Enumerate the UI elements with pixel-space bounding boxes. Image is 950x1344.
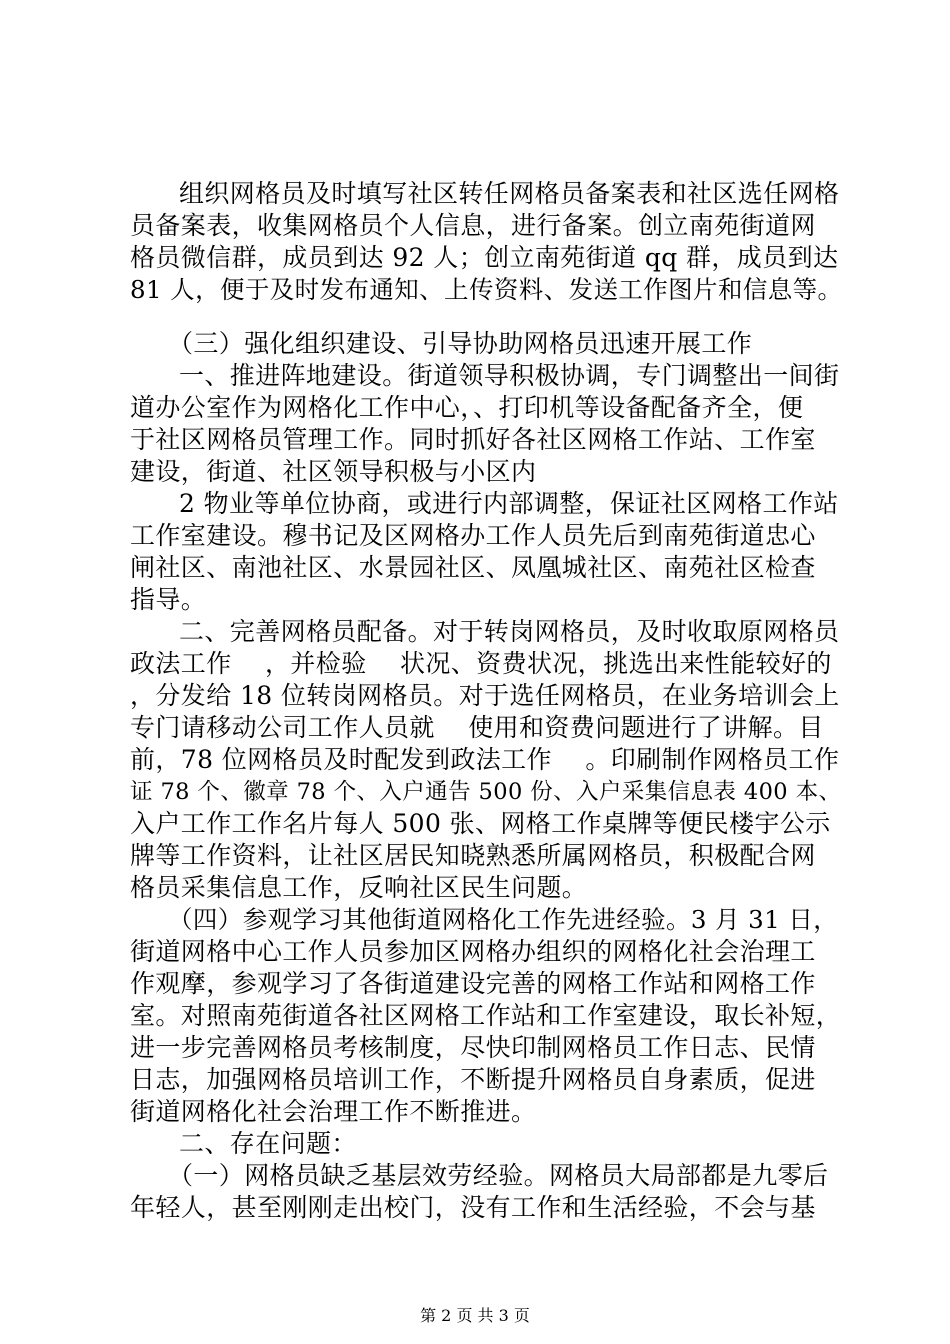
text-line: 入户工作工作名片每人 500 张、网格工作桌牌等便民楼宇公示 xyxy=(130,809,831,838)
text-line: 日志，加强网格员培训工作，不断提升网格员自身素质，促进 xyxy=(130,1065,816,1094)
text-line: 工作室建设。穆书记及区网格办工作人员先后到南苑街道忠心 xyxy=(130,521,816,550)
text-line: 街道网格化社会治理工作不断推进。 xyxy=(130,1097,537,1126)
text-line: 建设，街道、社区领导积极与小区内 xyxy=(130,457,537,486)
text-line: 室。对照南苑街道各社区网格工作站和工作室建设，取长补短， xyxy=(130,1001,842,1030)
text-line: 道办公室作为网格化工作中心，、打印机等设备配备齐全，便 xyxy=(130,393,804,422)
text-line: 街道网格中心工作人员参加区网格办组织的网格化社会治理工 xyxy=(130,937,816,966)
text-line: 指导。 xyxy=(130,585,207,614)
text-line: 前，78 位网格员及时配发到政法工作 。印刷制作网格员工作 xyxy=(130,745,840,774)
text-line: （一）网格员缺乏基层效劳经验。网格员大局部都是九零后 xyxy=(168,1161,829,1190)
text-line: ，分发给 18 位转岗网格员。对于选任网格员，在业务培训会上 xyxy=(130,681,840,710)
text-line: 政法工作 ，并检验 状况、资费状况，挑选出来性能较好的 xyxy=(130,649,832,678)
text-line: （四）参观学习其他街道网格化工作先进经验。3 月 31 日， xyxy=(168,905,839,934)
text-line: 员备案表，收集网格员个人信息，进行备案。创立南苑街道网 xyxy=(130,211,816,240)
text-line: 专门请移动公司工作人员就 使用和资费问题进行了讲解。目 xyxy=(130,713,824,742)
text-line: 格员微信群，成员到达 92 人；创立南苑街道 qq 群，成员到达 xyxy=(130,243,839,272)
text-line: 81 人，便于及时发布通知、上传资料、发送工作图片和信息等。 xyxy=(130,275,843,304)
text-line: 一、推进阵地建设。街道领导积极协调，专门调整出一间街 xyxy=(179,361,840,390)
text-line: 年轻人，甚至刚刚走出校门，没有工作和生活经验，不会与基 xyxy=(130,1193,816,1222)
heading-line: （三）强化组织建设、引导协助网格员迅速开展工作 xyxy=(168,329,753,358)
text-line: 组织网格员及时填写社区转任网格员备案表和社区选任网格 xyxy=(179,179,840,208)
text-line: 2 物业等单位协商，或进行内部调整，保证社区网格工作站 xyxy=(179,489,839,518)
text-line: 二、完善网格员配备。对于转岗网格员，及时收取原网格员 xyxy=(179,617,840,646)
page-footer: 第 2 页 共 3 页 xyxy=(420,1306,530,1325)
text-line: 进一步完善网格员考核制度，尽快印制网格员工作日志、民情 xyxy=(130,1033,816,1062)
text-line: 于社区网格员管理工作。同时抓好各社区网格工作站、工作室 xyxy=(130,425,816,454)
heading-line: 二、存在问题： xyxy=(179,1129,357,1158)
text-line: 证 78 个、徽章 78 个、入户通告 500 份、入户采集信息表 400 本、 xyxy=(130,779,842,805)
text-line: 闸社区、南池社区、水景园社区、凤凰城社区、南苑社区检查 xyxy=(130,553,816,582)
text-line: 作观摩，参观学习了各街道建设完善的网格工作站和网格工作 xyxy=(130,969,816,998)
text-line: 格员采集信息工作，反响社区民生问题。 xyxy=(130,873,588,902)
text-line: 牌等工作资料，让社区居民知晓熟悉所属网格员，积极配合网 xyxy=(130,841,816,870)
